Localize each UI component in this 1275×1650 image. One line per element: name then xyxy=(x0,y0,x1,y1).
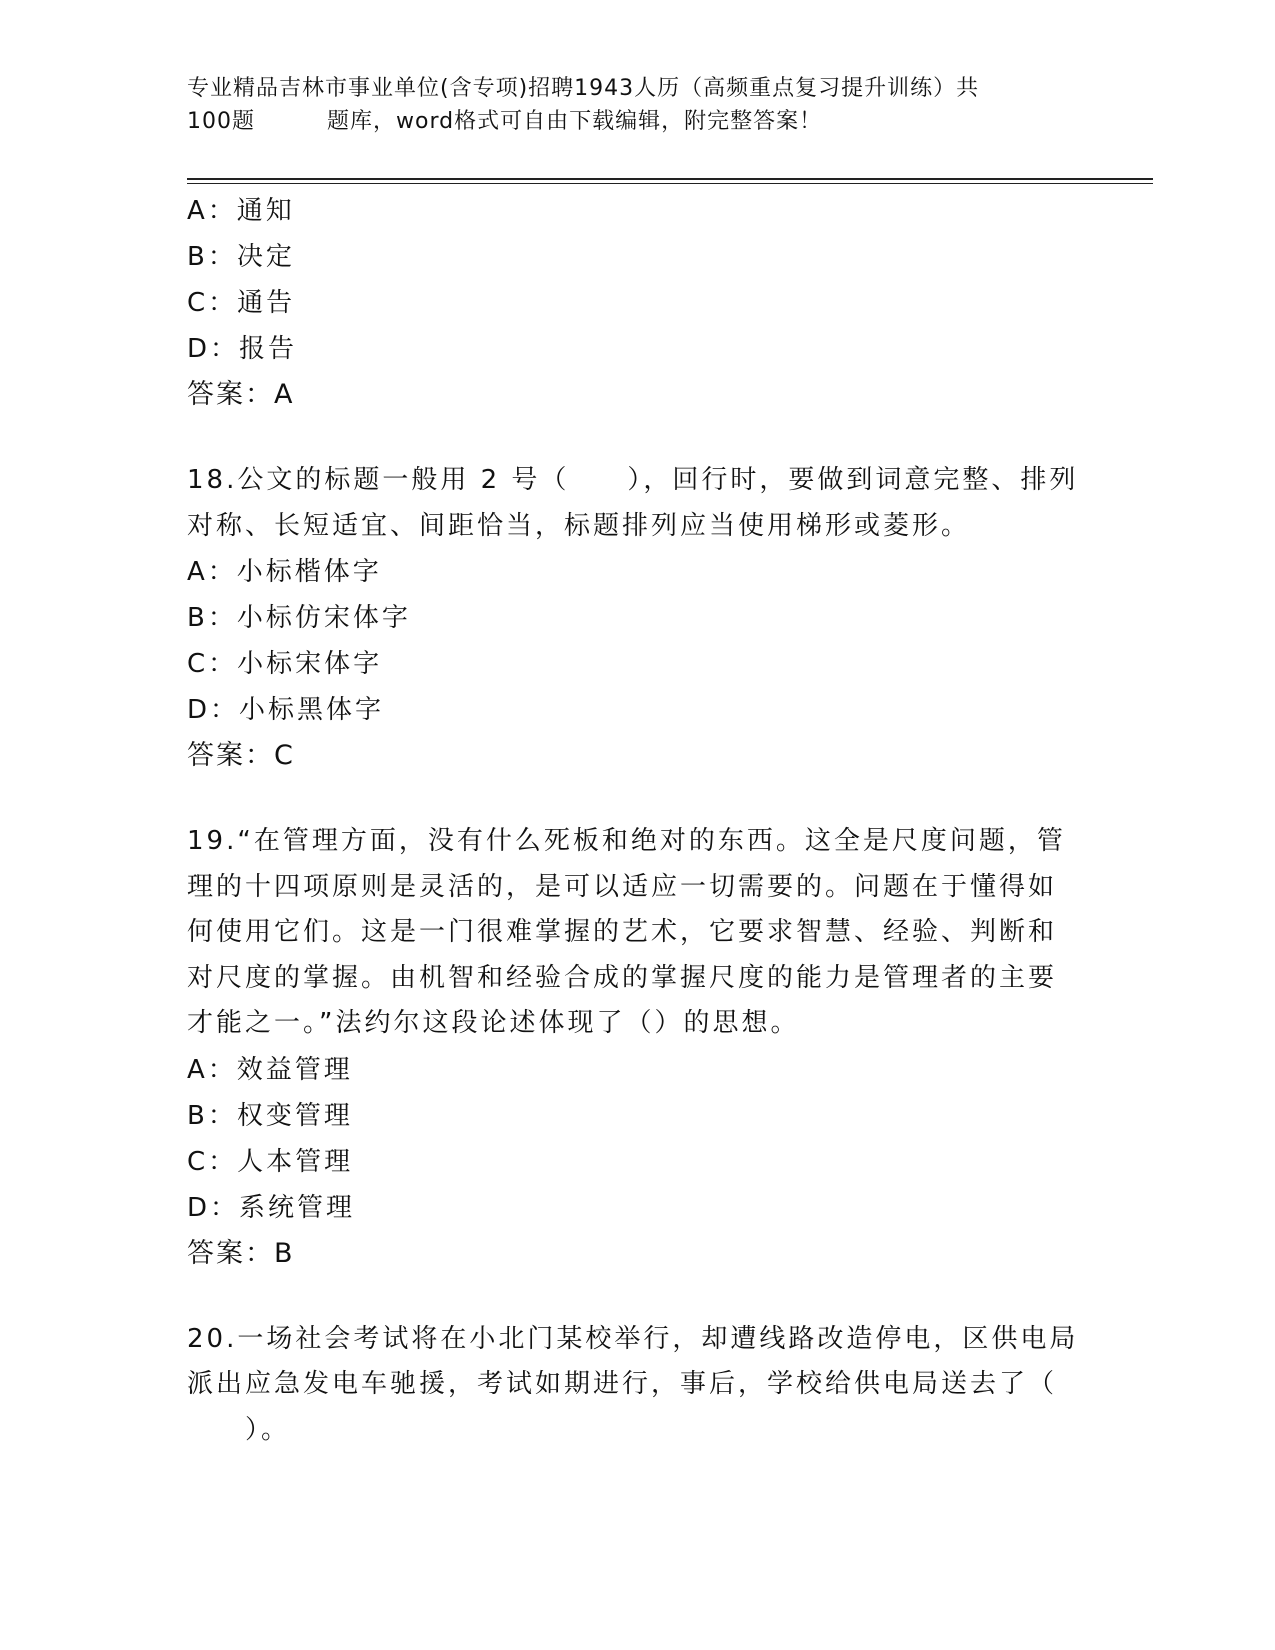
question-18 xyxy=(187,458,1087,779)
q19-option-d: D：系统管理 xyxy=(187,1192,356,1223)
q18-option-a: A：小标楷体字 xyxy=(187,557,382,587)
q18-option-d: D：小标黑体字 xyxy=(187,695,385,725)
q18-line-1: 18.公文的标题一般用 2 号（ ），回行时，要做到词意完整、排列 xyxy=(187,465,1079,495)
q18-answer: 答案：C xyxy=(187,740,295,771)
q17-option-c: C：通告 xyxy=(187,288,296,318)
q20-stem xyxy=(187,1317,1087,1454)
q20-line-3: ）。 xyxy=(187,1414,291,1445)
question-20 xyxy=(187,1317,1087,1454)
q18-line-2: 对称、长短适宜、间距恰当，标题排列应当使用梯形或菱形。 xyxy=(187,510,971,541)
q20-line-2: 派出应急发电车驰援，考试如期进行，事后，学校给供电局送去了（ xyxy=(187,1369,1058,1399)
q17-option-d: D：报告 xyxy=(187,334,298,364)
q19-stem xyxy=(187,819,1087,1047)
q19-option-c: C：人本管理 xyxy=(187,1146,354,1177)
q19-option-a: A：效益管理 xyxy=(187,1054,353,1085)
header-line-1: 专业精品吉林市事业单位(含专项)招聘1943人历（高频重点复习提升训练）共 xyxy=(187,76,980,101)
q20-line-1: 20.一场社会考试将在小北门某校举行，却遭线路改造停电，区供电局 xyxy=(187,1323,1079,1354)
q19-answer: 答案：B xyxy=(187,1237,295,1269)
q19-option-b: B：权变管理 xyxy=(187,1100,353,1131)
q18-option-c: C：小标宋体字 xyxy=(187,649,383,679)
header-line-2a: 100题 xyxy=(187,109,255,134)
q19-line-3: 何使用它们。这是一门很难掌握的艺术，它要求智慧、经验、判断和 xyxy=(187,917,1058,947)
document-body xyxy=(187,188,1087,1453)
q19-line-2: 理的十四项原则是灵活的，是可以适应一切需要的。问题在于懂得如 xyxy=(187,871,1058,902)
q19-line-4: 对尺度的掌握。由机智和经验合成的掌握尺度的能力是管理者的主要 xyxy=(187,962,1058,993)
document-header xyxy=(187,72,1067,138)
q18-stem xyxy=(187,458,1087,549)
header-rule-thick xyxy=(187,178,1153,180)
q17-answer: 答案：A xyxy=(187,379,295,410)
header-line-2b: 题库，word格式可自由下载编辑，附完整答案！ xyxy=(327,109,823,134)
q18-option-b: B：小标仿宋体字 xyxy=(187,603,411,633)
q17-option-b: B：决定 xyxy=(187,242,295,272)
q17-option-a: A：通知 xyxy=(187,196,295,226)
q19-line-5: 才能之一。”法约尔这段论述体现了（）的思想。 xyxy=(187,1008,800,1038)
q19-line-1: 19.“在管理方面，没有什么死板和绝对的东西。这全是尺度问题，管 xyxy=(187,826,1066,856)
header-rule-thin xyxy=(187,183,1153,184)
question-19 xyxy=(187,819,1087,1277)
question-17 xyxy=(187,188,1087,418)
